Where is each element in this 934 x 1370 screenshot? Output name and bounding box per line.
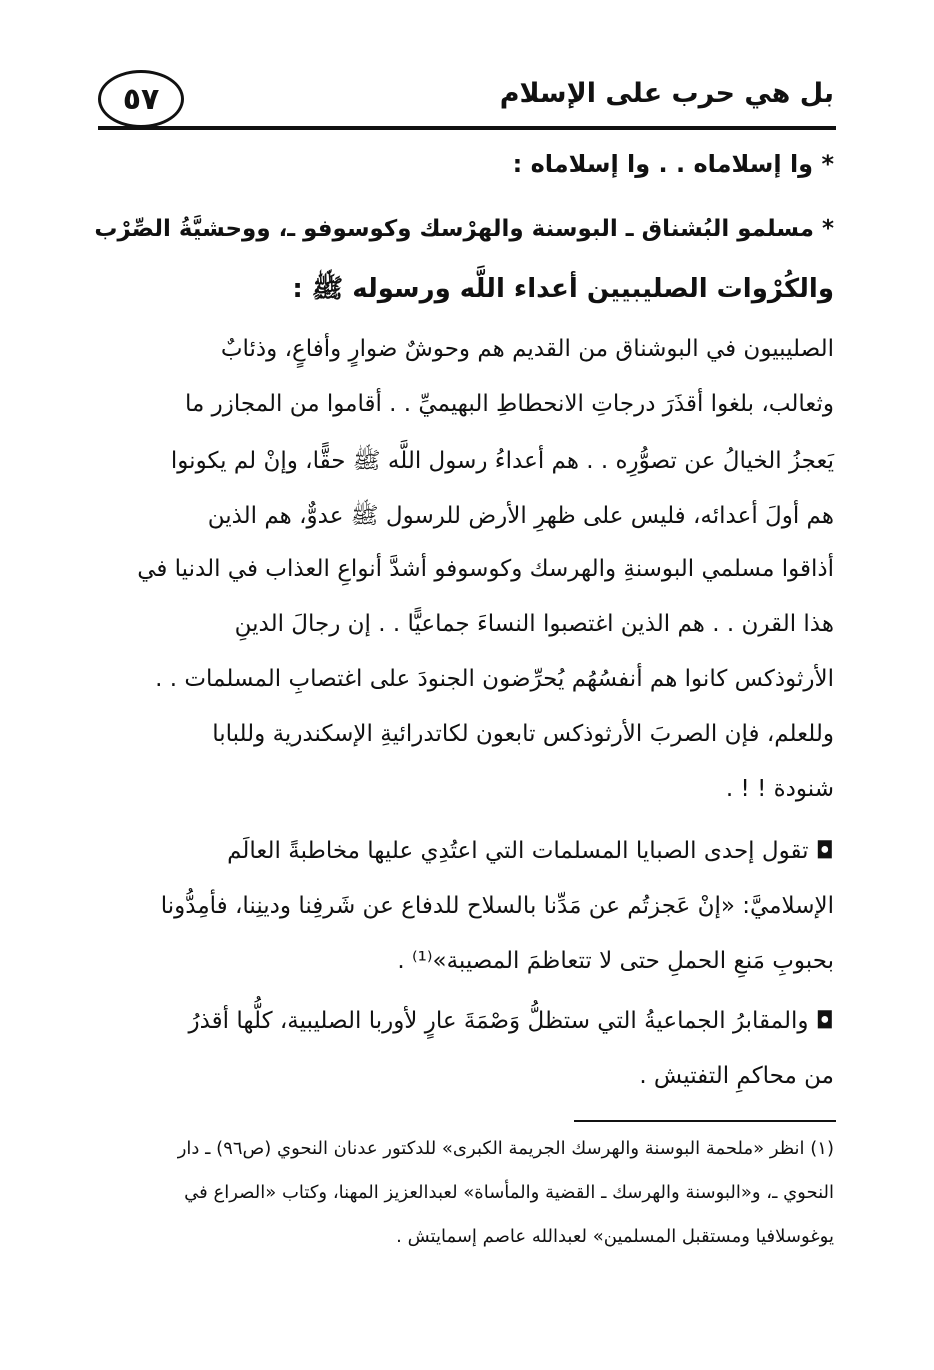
footnote-line: (١) انظر «ملحمة البوسنة والهرسك الجريمة الكبرى» للدكتور عدنان النحوي (ص٩٦) ـ دار	[177, 1138, 834, 1159]
paragraph-line: وثعالب، بلغوا أقذَرَ درجاتِ الانحطاطِ البهيميِّ . . أقاموا من المجازر ما	[185, 391, 834, 417]
paragraph-line: شنودة ! ! .	[725, 776, 834, 802]
bullet-line: ◘ تقول إحدى الصبايا المسلمات التي اعتُدِي عليها مخاطبةً العالَم	[227, 838, 834, 864]
header-rule	[98, 126, 836, 130]
paragraph-line: هم أولَ أعدائه، فليس على ظهرِ الأرض للرسول ﷺ عدوٌّ، هم الذين	[207, 503, 834, 529]
bullet-line: الإسلاميَّ: «إنْ عَجزتُم عن مَدِّنا بالسلاح للدفاع عن شَرفِنا ودينِنا، فأمِدُّونا	[160, 893, 834, 919]
section-heading-2-line-1: * مسلمو البُشناق ـ البوسنة والهرْسك وكوسوفو ـ، ووحشيَّةُ الصِّرْب	[94, 216, 834, 242]
bullet-line: بحبوبِ مَنعِ الحملِ حتى لا تتعاظمَ المصيبة»⁽¹⁾ .	[397, 948, 834, 974]
page-number-oval	[98, 70, 184, 128]
footnote-line: يوغوسلافيا ومستقبل المسلمين» لعبدالله عاصم إسمايتش .	[396, 1226, 834, 1247]
paragraph-line: الأرثوذكس كانوا هم أنفسُهُم يُحرِّضون الجنودَ على اغتصابِ المسلمات . .	[155, 666, 834, 692]
footnote-rule	[574, 1120, 836, 1122]
page-number: ٥٧	[122, 81, 160, 117]
paragraph-line: يَعجزُ الخيالُ عن تصوُّرِه . . هم أعداءُ رسول اللَّه ﷺ حقًّا، وإنْ لم يكونوا	[170, 448, 834, 474]
paragraph-line: هذا القرن . . هم الذين اغتصبوا النساءَ جماعيًّا . . إن رجالَ الدينِ	[234, 611, 834, 637]
paragraph-line: وللعلم، فإن الصربَ الأرثوذكس تابعون لكاتدرائيةِ الإسكندرية وللبابا	[212, 721, 834, 747]
paragraph-line: أذاقوا مسلمي البوسنةِ والهرسك وكوسوفو أشدَّ أنواعِ العذاب في الدنيا في	[137, 556, 834, 582]
running-title: بل هي حرب على الإسلام	[499, 78, 834, 109]
section-heading-2-line-2: والكُرْوات الصليبيين أعداء اللَّه ورسوله ﷺ :	[292, 274, 834, 304]
section-heading-1: * وا إسلاماه . . وا إسلاماه :	[512, 150, 834, 178]
bullet-line: من محاكمِ التفتيش .	[639, 1063, 834, 1089]
bullet-line: ◘ والمقابرُ الجماعيةُ التي ستظلُّ وَصْمَةَ عارٍ لأوربا الصليبية، كلُّها أقذرُ	[188, 1008, 834, 1034]
footnote-line: النحوي ـ، و«البوسنة والهرسك ـ القضية والمأساة» لعبدالعزيز المهنا، وكتاب «الصراع في	[184, 1182, 834, 1203]
paragraph-line: الصليبيون في البوشناق من القديم هم وحوشٌ ضوارٍ وأفاعٍ، وذئابٌ	[220, 336, 834, 362]
